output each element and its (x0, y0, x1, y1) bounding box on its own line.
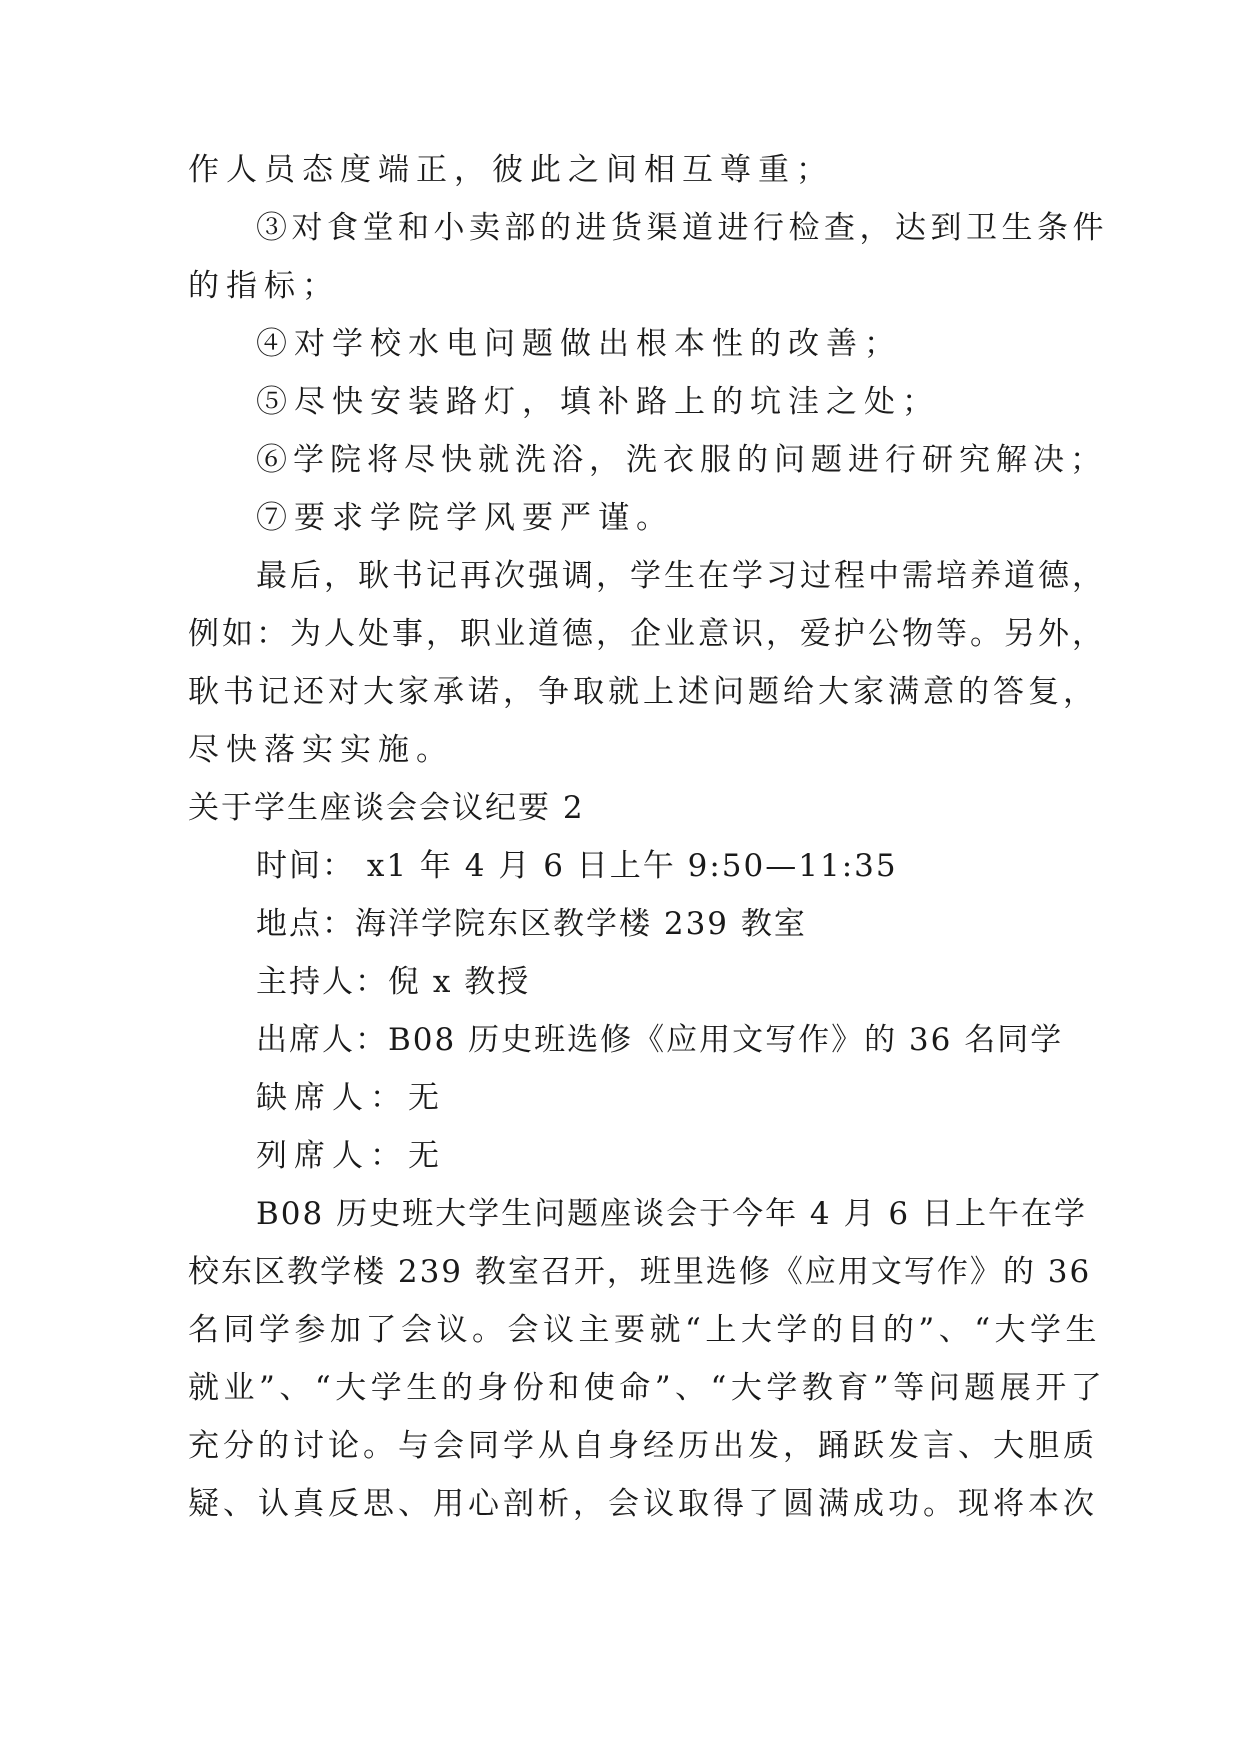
paragraph-line: 就业”、“大学生的身份和使命”、“大学教育”等问题展开了 (188, 1370, 1107, 1406)
paragraph-line: 例如：为人处事，职业道德，企业意识，爱护公物等。另外， (188, 616, 1106, 652)
paragraph-line: 校东区教学楼 239 教室召开，班里选修《应用文写作》的 36 (188, 1254, 1092, 1290)
paragraph-line: 名同学参加了会议。会议主要就“上大学的目的”、“大学生 (188, 1312, 1102, 1348)
paragraph-line: 耿书记还对大家承诺，争取就上述问题给大家满意的答复， (188, 674, 1098, 710)
paragraph-line: 疑、认真反思、用心剖析，会议取得了圆满成功。现将本次 (188, 1486, 1098, 1522)
meeting-absentees: 缺席人：无 (256, 1080, 446, 1116)
list-item-4: ④对学校水电问题做出根本性的改善； (256, 326, 902, 362)
list-item-6: ⑥学院将尽快就洗浴，洗衣服的问题进行研究解决； (256, 442, 1107, 478)
meeting-host: 主持人：倪 x 教授 (256, 964, 531, 1000)
list-item-5: ⑤尽快安装路灯，填补路上的坑洼之处； (256, 384, 940, 420)
meeting-observers: 列席人：无 (256, 1138, 446, 1174)
paragraph-line: 充分的讨论。与会同学从自身经历出发，踊跃发言、大胆质 (188, 1428, 1098, 1464)
section-title: 关于学生座谈会会议纪要 2 (188, 790, 585, 826)
list-item-3: ③对食堂和小卖部的进货渠道进行检查，达到卫生条件 (256, 210, 1108, 246)
list-item-7: ⑦要求学院学风要严谨。 (256, 500, 674, 536)
meeting-attendees: 出席人：B08 历史班选修《应用文写作》的 36 名同学 (256, 1022, 1064, 1058)
paragraph-line: 尽快落实实施。 (188, 732, 454, 768)
paragraph-line: 最后，耿书记再次强调，学生在学习过程中需培养道德， (256, 558, 1106, 594)
paragraph-line: B08 历史班大学生问题座谈会于今年 4 月 6 日上午在学 (256, 1196, 1087, 1232)
meeting-time: 时间： x1 年 4 月 6 日上午 9:50—11:35 (256, 848, 898, 884)
meeting-location: 地点：海洋学院东区教学楼 239 教室 (256, 906, 807, 942)
paragraph-line: 作人员态度端正，彼此之间相互尊重； (188, 152, 834, 188)
paragraph-line: 的指标； (188, 268, 340, 304)
